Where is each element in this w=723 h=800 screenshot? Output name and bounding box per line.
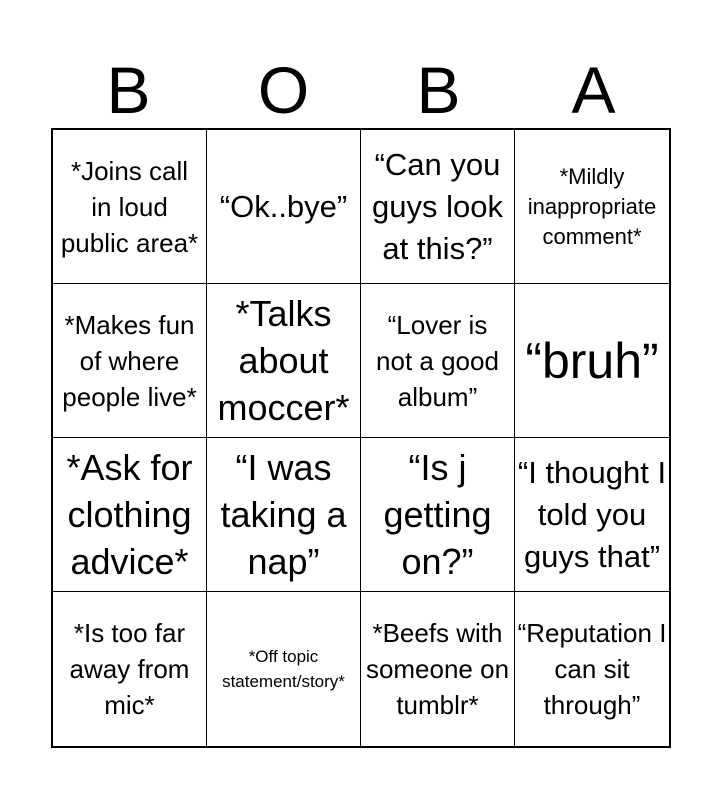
bingo-cell-text: *Ask for clothing advice*	[66, 447, 193, 582]
bingo-cell[interactable]	[207, 130, 361, 284]
bingo-cell[interactable]	[207, 438, 361, 592]
bingo-header	[51, 52, 671, 128]
header-letter-a: A	[571, 53, 616, 127]
bingo-cell[interactable]	[207, 592, 361, 746]
bingo-cell-text: “Can you guys look at this?”	[372, 146, 503, 266]
bingo-cell[interactable]	[53, 438, 207, 592]
bingo-cell-text: “Ok..bye”	[219, 188, 348, 224]
bingo-cell[interactable]	[361, 284, 515, 438]
bingo-cell[interactable]	[53, 130, 207, 284]
bingo-cell[interactable]	[207, 284, 361, 438]
bingo-cell[interactable]	[53, 592, 207, 746]
bingo-cell-text: *Talks about moccer*	[217, 293, 350, 428]
bingo-cell-text: *Off topic statement/story*	[222, 647, 345, 691]
bingo-cell[interactable]	[515, 130, 669, 284]
header-letter-b1: B	[106, 53, 151, 127]
bingo-cell-text: “I thought I told you guys that”	[517, 454, 667, 574]
bingo-cell[interactable]	[361, 592, 515, 746]
bingo-cell-text: *Makes fun of where people live*	[62, 309, 197, 412]
bingo-cell-text: “Lover is not a good album”	[376, 309, 499, 412]
bingo-cell-text: “bruh”	[525, 332, 659, 389]
bingo-cell[interactable]	[515, 592, 669, 746]
bingo-cell-text: *Is too far away from mic*	[69, 618, 190, 720]
bingo-cell-text: “Reputation I can sit through”	[517, 618, 667, 720]
header-letter-o: O	[257, 53, 310, 127]
header-letter-b2: B	[416, 53, 461, 127]
bingo-cell[interactable]	[515, 284, 669, 438]
bingo-cell-text: “Is j getting on?”	[383, 447, 492, 582]
bingo-cell-text: *Beefs with someone on tumblr*	[365, 618, 510, 720]
bingo-cell[interactable]	[53, 284, 207, 438]
bingo-cell[interactable]	[361, 438, 515, 592]
bingo-cell-text: “I was taking a nap”	[220, 447, 347, 582]
bingo-board	[51, 128, 671, 748]
bingo-cell[interactable]	[361, 130, 515, 284]
bingo-cell-text: *Joins call in loud public area*	[60, 155, 199, 258]
bingo-cell-text: *Mildly inappropriate comment*	[527, 163, 657, 249]
bingo-cell[interactable]	[515, 438, 669, 592]
